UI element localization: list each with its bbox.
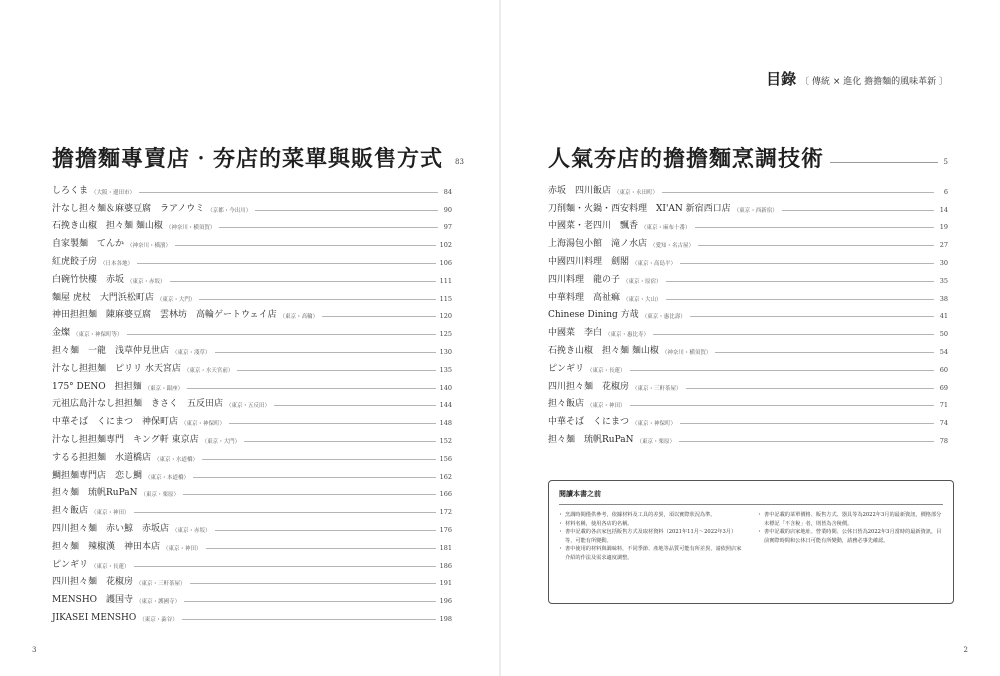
toc-entry-leader <box>679 441 934 442</box>
toc-entry <box>548 267 948 285</box>
toc-entry-location: （東京・本道橋） <box>145 474 190 481</box>
toc-entry-leader <box>666 281 934 282</box>
toc-entry <box>548 249 948 267</box>
toc-entry-page: 30 <box>939 258 948 267</box>
right-section-leader <box>830 162 938 163</box>
toc-entry <box>548 214 948 232</box>
toc-entry-location: （東京・大門） <box>201 438 241 445</box>
toc-entry-location: （神奈川・横須賀） <box>661 349 712 356</box>
toc-entry-name: 金燦 <box>52 328 71 339</box>
toc-entry-location: （京都・今出川） <box>207 207 252 214</box>
toc-entry-location: （東京・神田） <box>587 403 626 410</box>
toc-entry-location: （東京・水道橋） <box>154 456 199 463</box>
toc-entry <box>548 231 948 249</box>
toc-entry-name: 紅虎餃子房 <box>52 256 98 267</box>
right-toc-list <box>548 178 948 445</box>
toc-entry-page: 50 <box>939 330 948 339</box>
toc-entry-leader <box>653 334 934 335</box>
toc-entry-leader <box>134 566 436 567</box>
reading-note-item: ・ 書中記載的店家地址、營業時間、公休日皆為2022年3月當時的最新資訊，目前實際時間和公休日可能有所變動，請務必事先確認。 <box>758 528 943 545</box>
toc-entry-location: （神奈川・横須賀） <box>165 225 216 232</box>
toc-entry-leader <box>190 583 436 584</box>
toc-subtitle: 〔 傳統 × 進化 擔擔麵的風味革新 〕 <box>800 77 948 87</box>
toc-entry-name: 中國菜 李白 <box>548 328 603 339</box>
toc-entry-name: 汁なし担々麺＆麻婆豆腐 ラアノウミ <box>52 203 205 214</box>
toc-entry <box>548 338 948 356</box>
toc-entry-page: 144 <box>439 401 452 410</box>
toc-entry-name: 上海湯包小館 滝ノ水店 <box>548 239 648 250</box>
toc-entry-page: 148 <box>439 419 452 428</box>
toc-entry-location: （東京・淺草） <box>172 349 211 356</box>
toc-entry-location: （東京・赤坂） <box>127 278 166 285</box>
toc-entry-name: 四川担々麺 花椒房 <box>52 577 134 588</box>
toc-entry-leader <box>134 512 436 513</box>
page-number-left: 3 <box>32 646 37 654</box>
toc-entry-name: 担々麺 琉帆RuPaN <box>548 434 634 445</box>
toc-entry-leader <box>187 388 435 389</box>
toc-entry-leader <box>139 192 438 193</box>
toc-entry-leader <box>695 227 934 228</box>
toc-entry-page: 125 <box>439 330 452 339</box>
toc-entry-name: Chinese Dining 方哉 <box>548 310 639 321</box>
toc-entry-location: （東京・西新宿） <box>733 207 778 214</box>
toc-entry-page: 78 <box>939 436 948 445</box>
toc-entry <box>52 516 452 534</box>
toc-entry-location: （東京・高島平） <box>632 260 677 267</box>
toc-entry-location: （大阪・邊田市） <box>91 189 136 196</box>
toc-entry-location: （東京・惠比寿） <box>605 332 650 339</box>
toc-entry-name: 元祖広島汁なし担担麺 きさく 五反田店 <box>52 399 224 410</box>
toc-entry <box>52 374 452 392</box>
toc-entry-location: （東京・神保町） <box>632 421 677 428</box>
reading-notes-box <box>548 480 954 604</box>
toc-entry-leader <box>782 210 934 211</box>
toc-entry-name: 汁なし担担麺 ピリリ 水天宮店 <box>52 363 181 374</box>
toc-entry-leader <box>215 530 436 531</box>
toc-entry-name: しろくま <box>52 185 89 196</box>
toc-entry-name: 担々麺 一龍 浅草仲見世店 <box>52 345 170 356</box>
toc-entry <box>548 320 948 338</box>
toc-entry-location: （東京・高輪） <box>279 314 319 321</box>
toc-entry <box>548 374 948 392</box>
toc-entry-page: 186 <box>439 561 452 570</box>
toc-entry <box>52 356 452 374</box>
page-number-right: 2 <box>963 646 968 654</box>
toc-entry <box>52 498 452 516</box>
toc-entry-name: 石挽き山椒 担々麺 麺山椒 <box>52 221 163 232</box>
toc-entry <box>548 196 948 214</box>
toc-entry-leader <box>215 352 436 353</box>
toc-entry-page: 140 <box>439 383 452 392</box>
toc-entry-page: 152 <box>439 436 452 445</box>
toc-entry-leader <box>206 548 436 549</box>
toc-entry-page: 135 <box>439 365 452 374</box>
toc-entry-name: 白碗竹快樓 赤坂 <box>52 274 125 285</box>
toc-entry-name: するる担担麺 水道橋店 <box>52 452 152 463</box>
toc-entry-page: 156 <box>439 454 452 463</box>
toc-entry-page: 19 <box>939 223 948 232</box>
toc-entry-location: （東京・三軒茶屋） <box>136 581 186 588</box>
toc-entry <box>52 249 452 267</box>
toc-entry <box>548 356 948 374</box>
toc-entry-leader <box>199 299 435 300</box>
toc-entry-name: 中華料理 高祉痲 <box>548 292 621 303</box>
toc-entry-leader <box>137 263 436 264</box>
toc-entry-leader <box>686 388 934 389</box>
toc-entry <box>548 409 948 427</box>
toc-entry-location: （東京・神田） <box>91 510 130 517</box>
toc-entry-leader <box>229 423 436 424</box>
reading-note-item: ・ 書中使用的材料與調味料，不同季節、產地等品質可能有所差異，請依照店家介紹的作法及需求適度調整。 <box>559 545 744 562</box>
toc-entry-name: 担々麺 辣椒漢 神田本店 <box>52 541 161 552</box>
page-gutter <box>499 0 501 676</box>
toc-entry-page: 41 <box>939 312 948 321</box>
toc-entry-leader <box>193 477 436 478</box>
toc-entry-leader <box>170 281 436 282</box>
toc-entry-name: 鯛担麺専門店 恋し鯛 <box>52 470 143 481</box>
toc-entry-name: 四川料理 龍の子 <box>548 274 621 285</box>
toc-entry-location: （東京・神保町） <box>181 421 226 428</box>
toc-entry-name: 汁なし担担麺専門 キング軒 東京店 <box>52 434 199 445</box>
toc-entry <box>52 445 452 463</box>
toc-entry-name: 四川担々麺 花椒房 <box>548 381 630 392</box>
toc-entry <box>548 427 948 445</box>
toc-entry-leader <box>274 405 436 406</box>
toc-entry <box>548 285 948 303</box>
toc-entry-name: 中華そば くにまつ <box>548 417 630 428</box>
toc-entry-location: （東京・三軒茶屋） <box>632 385 682 392</box>
right-section-title <box>548 140 948 174</box>
toc-entry-page: 191 <box>439 579 452 588</box>
toc-entry <box>548 303 948 321</box>
toc-entry-page: 166 <box>439 490 452 499</box>
toc-entry <box>548 178 948 196</box>
toc-entry <box>52 178 452 196</box>
toc-entry-page: 38 <box>939 294 948 303</box>
toc-entry-location: （東京・麻布十番） <box>641 225 691 232</box>
toc-entry <box>52 570 452 588</box>
toc-entry-page: 111 <box>439 276 452 285</box>
toc-entry-leader <box>322 316 435 317</box>
toc-entry <box>52 320 452 338</box>
reading-notes-column-1 <box>559 511 744 563</box>
toc-entry-name: 石挽き山椒 担々麺 麺山椒 <box>548 345 659 356</box>
reading-note-item: ・ 材料名稱，使用各店的名稱。 <box>559 520 744 529</box>
toc-entry-leader <box>237 370 435 371</box>
toc-entry-leader <box>715 352 934 353</box>
toc-entry-location: （東京・大山） <box>623 296 662 303</box>
toc-entry-leader <box>666 299 934 300</box>
toc-entry-location: （東京・惠比壽） <box>641 314 686 321</box>
toc-entry-location: （東京・栗原） <box>140 492 179 499</box>
toc-entry-name: JIKASEI MENSHO <box>52 612 137 623</box>
toc-entry-leader <box>202 459 436 460</box>
toc-entry-leader <box>127 334 436 335</box>
toc-entry-location: （東京・澁谷） <box>139 616 178 623</box>
toc-entry-leader <box>698 245 934 246</box>
toc-entry <box>52 231 452 249</box>
toc-entry-location: （東京・神田） <box>163 545 202 552</box>
toc-entry <box>52 392 452 410</box>
toc-entry-leader <box>175 245 436 246</box>
toc-entry-page: 172 <box>439 508 452 517</box>
left-toc-list <box>52 178 452 623</box>
toc-entry-name: 担々飯店 <box>52 506 89 517</box>
toc-entry-page: 54 <box>939 347 948 356</box>
toc-entry-location: （東京・大門） <box>156 296 196 303</box>
toc-entry-page: 176 <box>439 525 452 534</box>
toc-entry-page: 6 <box>943 187 948 196</box>
toc-entry <box>52 427 452 445</box>
toc-entry-page: 60 <box>939 365 948 374</box>
toc-entry-location: （東京・五反田） <box>226 403 271 410</box>
left-toc-column <box>52 140 464 623</box>
toc-entry <box>52 285 452 303</box>
reading-note-item: ・ 烹調時間僅供參考，依據材料及工具的差異，須以實際狀況為準。 <box>559 511 744 520</box>
toc-entry-name: 麵屋 虎杖 大門浜松町店 <box>52 292 154 303</box>
right-section-title-text: 人氣夯店的擔擔麵烹調技術 <box>548 145 825 172</box>
toc-entry-name: ピンギリ <box>548 363 585 374</box>
toc-entry-location: （東京・栗原） <box>636 438 675 445</box>
toc-entry-page: 198 <box>439 614 452 623</box>
toc-entry <box>548 392 948 410</box>
toc-entry-name: ピンギリ <box>52 559 89 570</box>
toc-entry-name: 中華そば くにまつ 神保町店 <box>52 417 179 428</box>
toc-entry-location: （東京・長蓮） <box>587 367 626 374</box>
toc-entry-leader <box>680 423 934 424</box>
toc-entry-location: （東京・赤坂） <box>172 527 211 534</box>
toc-entry <box>52 605 452 623</box>
toc-entry-page: 84 <box>443 187 452 196</box>
toc-entry-page: 120 <box>439 312 452 321</box>
toc-entry-page: 115 <box>439 294 452 303</box>
toc-heading: 目錄 <box>766 70 797 88</box>
toc-entry-page: 90 <box>443 205 452 214</box>
toc-entry <box>52 409 452 427</box>
toc-entry-leader <box>219 227 438 228</box>
toc-entry-location: （東京・水天宮前） <box>183 367 234 374</box>
toc-entry-leader <box>244 441 435 442</box>
toc-entry-page: 71 <box>939 401 948 410</box>
left-section-page: 83 <box>455 158 464 166</box>
right-toc-column <box>548 140 948 445</box>
right-section-page: 5 <box>943 158 948 166</box>
toc-entry <box>52 267 452 285</box>
toc-entry-name: 中國菜・老四川 飄香 <box>548 221 639 232</box>
toc-entry-name: 刀削麵・火鍋・西安料理 XI'AN 新宿西口店 <box>548 203 731 214</box>
toc-entry <box>52 552 452 570</box>
toc-entry-name: 175° DENO 担担麺 <box>52 381 142 392</box>
toc-entry-name: 担々麺 琉帆RuPaN <box>52 488 138 499</box>
toc-entry-page: 35 <box>939 276 948 285</box>
toc-entry-leader <box>630 370 934 371</box>
reading-note-item: ・ 書中記載的各店家包括販售方式及取材資料（2021年11月～2022年3月）等，可能有所變動。 <box>559 528 744 545</box>
toc-entry-page: 97 <box>443 223 452 232</box>
toc-entry-name: 中國四川料理 劍閣 <box>548 256 630 267</box>
reading-notes-title: 閱讀本書之前 <box>559 489 943 505</box>
toc-entry-leader <box>662 192 934 193</box>
toc-entry <box>52 463 452 481</box>
toc-entry-location: （神奈川・橫濱） <box>127 243 172 250</box>
toc-entry-location: （東京・原宿） <box>623 278 662 285</box>
toc-entry-page: 196 <box>439 597 452 606</box>
reading-note-item: ・ 書中記載的菜單價格、販售方式、器具等為2022年3月的最新資訊，價格部分未標記「不含稅」者，則皆為含稅價。 <box>758 511 943 528</box>
toc-entry-leader <box>690 316 934 317</box>
toc-entry-name: 四川担々麺 赤い鯨 赤坂店 <box>52 523 170 534</box>
toc-entry <box>52 214 452 232</box>
toc-entry-name: MENSHO 護国寺 <box>52 595 134 606</box>
left-section-title <box>52 140 464 174</box>
toc-header <box>766 68 948 89</box>
toc-entry-page: 162 <box>439 472 452 481</box>
toc-entry-leader <box>255 210 438 211</box>
toc-entry-name: 担々飯店 <box>548 399 585 410</box>
toc-entry-location: （東京・長蓮） <box>91 563 130 570</box>
toc-entry-leader <box>630 405 934 406</box>
toc-entry-page: 181 <box>439 543 452 552</box>
toc-entry <box>52 481 452 499</box>
toc-entry <box>52 587 452 605</box>
toc-entry-page: 106 <box>439 258 452 267</box>
toc-entry-location: （東京・神保町等） <box>73 332 123 339</box>
reading-notes-column-2 <box>758 511 943 563</box>
toc-entry-page: 74 <box>939 419 948 428</box>
toc-entry-location: （東京・銀座） <box>144 385 184 392</box>
toc-entry-name: 自家製麺 てんか <box>52 239 125 250</box>
toc-entry-leader <box>184 601 436 602</box>
toc-entry-location: （東京・永田町） <box>614 189 659 196</box>
toc-entry <box>52 338 452 356</box>
left-section-title-text: 擔擔麵專賣店‧夯店的菜單與販售方式 <box>52 145 444 172</box>
toc-entry-page: 69 <box>939 383 948 392</box>
toc-entry-page: 27 <box>939 241 948 250</box>
toc-entry-page: 102 <box>439 241 452 250</box>
toc-entry-location: （東京・護國寺） <box>136 599 181 606</box>
toc-entry <box>52 196 452 214</box>
toc-entry-name: 神田担担麺 陳麻婆豆腐 雲林坊 高輪ゲートウェイ店 <box>52 310 277 321</box>
toc-entry-name: 赤坂 四川飯店 <box>548 185 612 196</box>
toc-entry <box>52 534 452 552</box>
toc-entry-location: （愛知・名古屋） <box>650 243 695 250</box>
toc-entry <box>52 303 452 321</box>
toc-entry-location: （日本各地） <box>100 260 134 267</box>
toc-entry-leader <box>183 494 436 495</box>
toc-entry-page: 130 <box>439 347 452 356</box>
toc-entry-page: 14 <box>939 205 948 214</box>
toc-entry-leader <box>182 619 436 620</box>
toc-entry-leader <box>680 263 934 264</box>
